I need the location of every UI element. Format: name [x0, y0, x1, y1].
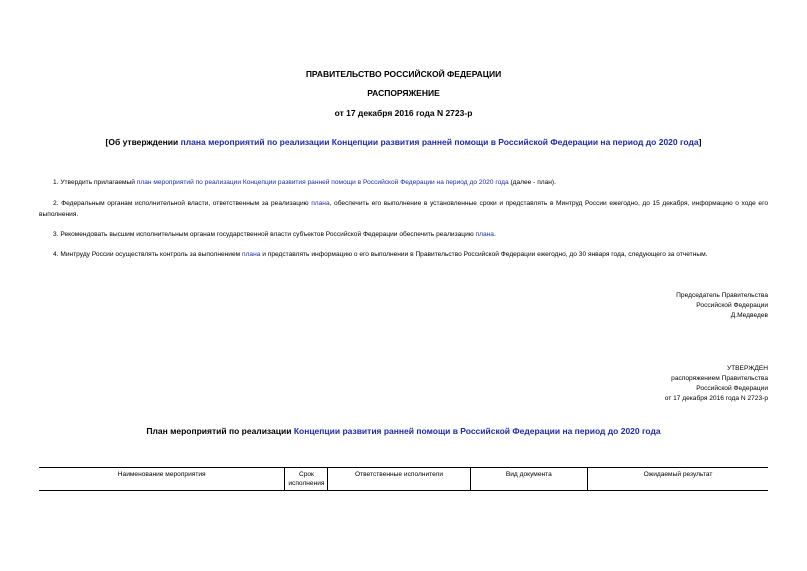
paragraph-1-text: 1. Утвердить прилагаемый	[53, 179, 137, 186]
plan-title-concept-link[interactable]: Концепции развития ранней помощи в Российской Федерации на период до 2020 года	[293, 426, 661, 436]
paragraph-2-plan-link[interactable]: плана	[311, 200, 330, 207]
plan-table	[39, 467, 768, 491]
paragraph-4-plan-link[interactable]: плана	[242, 251, 261, 258]
approval-date: от 17 декабря 2016 года N 2723-р	[664, 395, 768, 402]
column-header-document-type: Вид документа	[470, 468, 588, 491]
title-suffix: ]	[698, 137, 702, 147]
column-header-responsible: Ответственные исполнители	[328, 468, 470, 491]
signature-country: Российской Федерации	[696, 302, 768, 309]
document-date: от 17 декабря 2016 года N 2723-р	[334, 108, 473, 118]
paragraph-2-tail: , обеспечить его выполнение в установленные сроки и представлять в Минтруд России ежегодно, до 15 декабря, информацию о ходе его выполнения.	[39, 200, 768, 218]
paragraph-1-tail: (далее - план).	[508, 179, 556, 186]
signature-name: Д.Медведев	[730, 312, 768, 319]
approval-block	[508, 364, 768, 404]
approval-country: Российской Федерации	[696, 385, 768, 392]
column-header-expected-result: Ожидаемый результат	[588, 468, 768, 491]
paragraph-3-tail: .	[493, 231, 496, 238]
title-prefix: [Об утверждении	[105, 137, 181, 147]
government-heading: ПРАВИТЕЛЬСТВО РОССИЙСКОЙ ФЕДЕРАЦИИ	[305, 69, 502, 79]
table-header-row	[39, 468, 768, 491]
paragraph-3-plan-link[interactable]: плана	[475, 231, 494, 238]
paragraph-4-text: 4. Минтруду России осуществлять контроль за выполнением	[53, 251, 242, 258]
column-header-activity: Наименование мероприятия	[39, 468, 285, 491]
paragraph-2	[39, 198, 768, 220]
paragraph-2-text: 2. Федеральным органам исполнительной власти, ответственным за реализацию	[53, 200, 312, 207]
plan-title	[0, 426, 807, 436]
column-header-deadline: Срок исполнения	[285, 468, 328, 491]
paragraph-3-text: 3. Рекомендовать высшим исполнительным органам государственной власти субъектов Российской Федерации обеспечить реализацию	[53, 231, 476, 238]
paragraph-4-tail: и представлять информацию о его выполнении в Правительство Российской Федерации ежегодно, до 30 января года, следующего за отчетным.	[260, 251, 708, 258]
paragraph-1	[39, 177, 768, 188]
approval-stamp: УТВЕРЖДЕН	[726, 365, 768, 372]
document-type: РАСПОРЯЖЕНИЕ	[367, 88, 440, 98]
plan-title-prefix: План мероприятий по реализации	[146, 426, 294, 436]
paragraph-3	[39, 229, 768, 240]
approval-order: распоряжением Правительства	[671, 375, 768, 382]
signature-position: Председатель Правительства	[676, 292, 768, 299]
document-title	[0, 137, 807, 147]
signature-block	[508, 291, 768, 321]
paragraph-1-plan-link[interactable]: план мероприятий по реализации Концепции развития ранней помощи в Российской Федерации на период до 2020 года	[136, 179, 509, 186]
title-plan-link[interactable]: плана мероприятий по реализации Концепции развития ранней помощи в Российской Федерации на период до 2020 года	[180, 137, 699, 147]
paragraph-4	[39, 249, 768, 260]
